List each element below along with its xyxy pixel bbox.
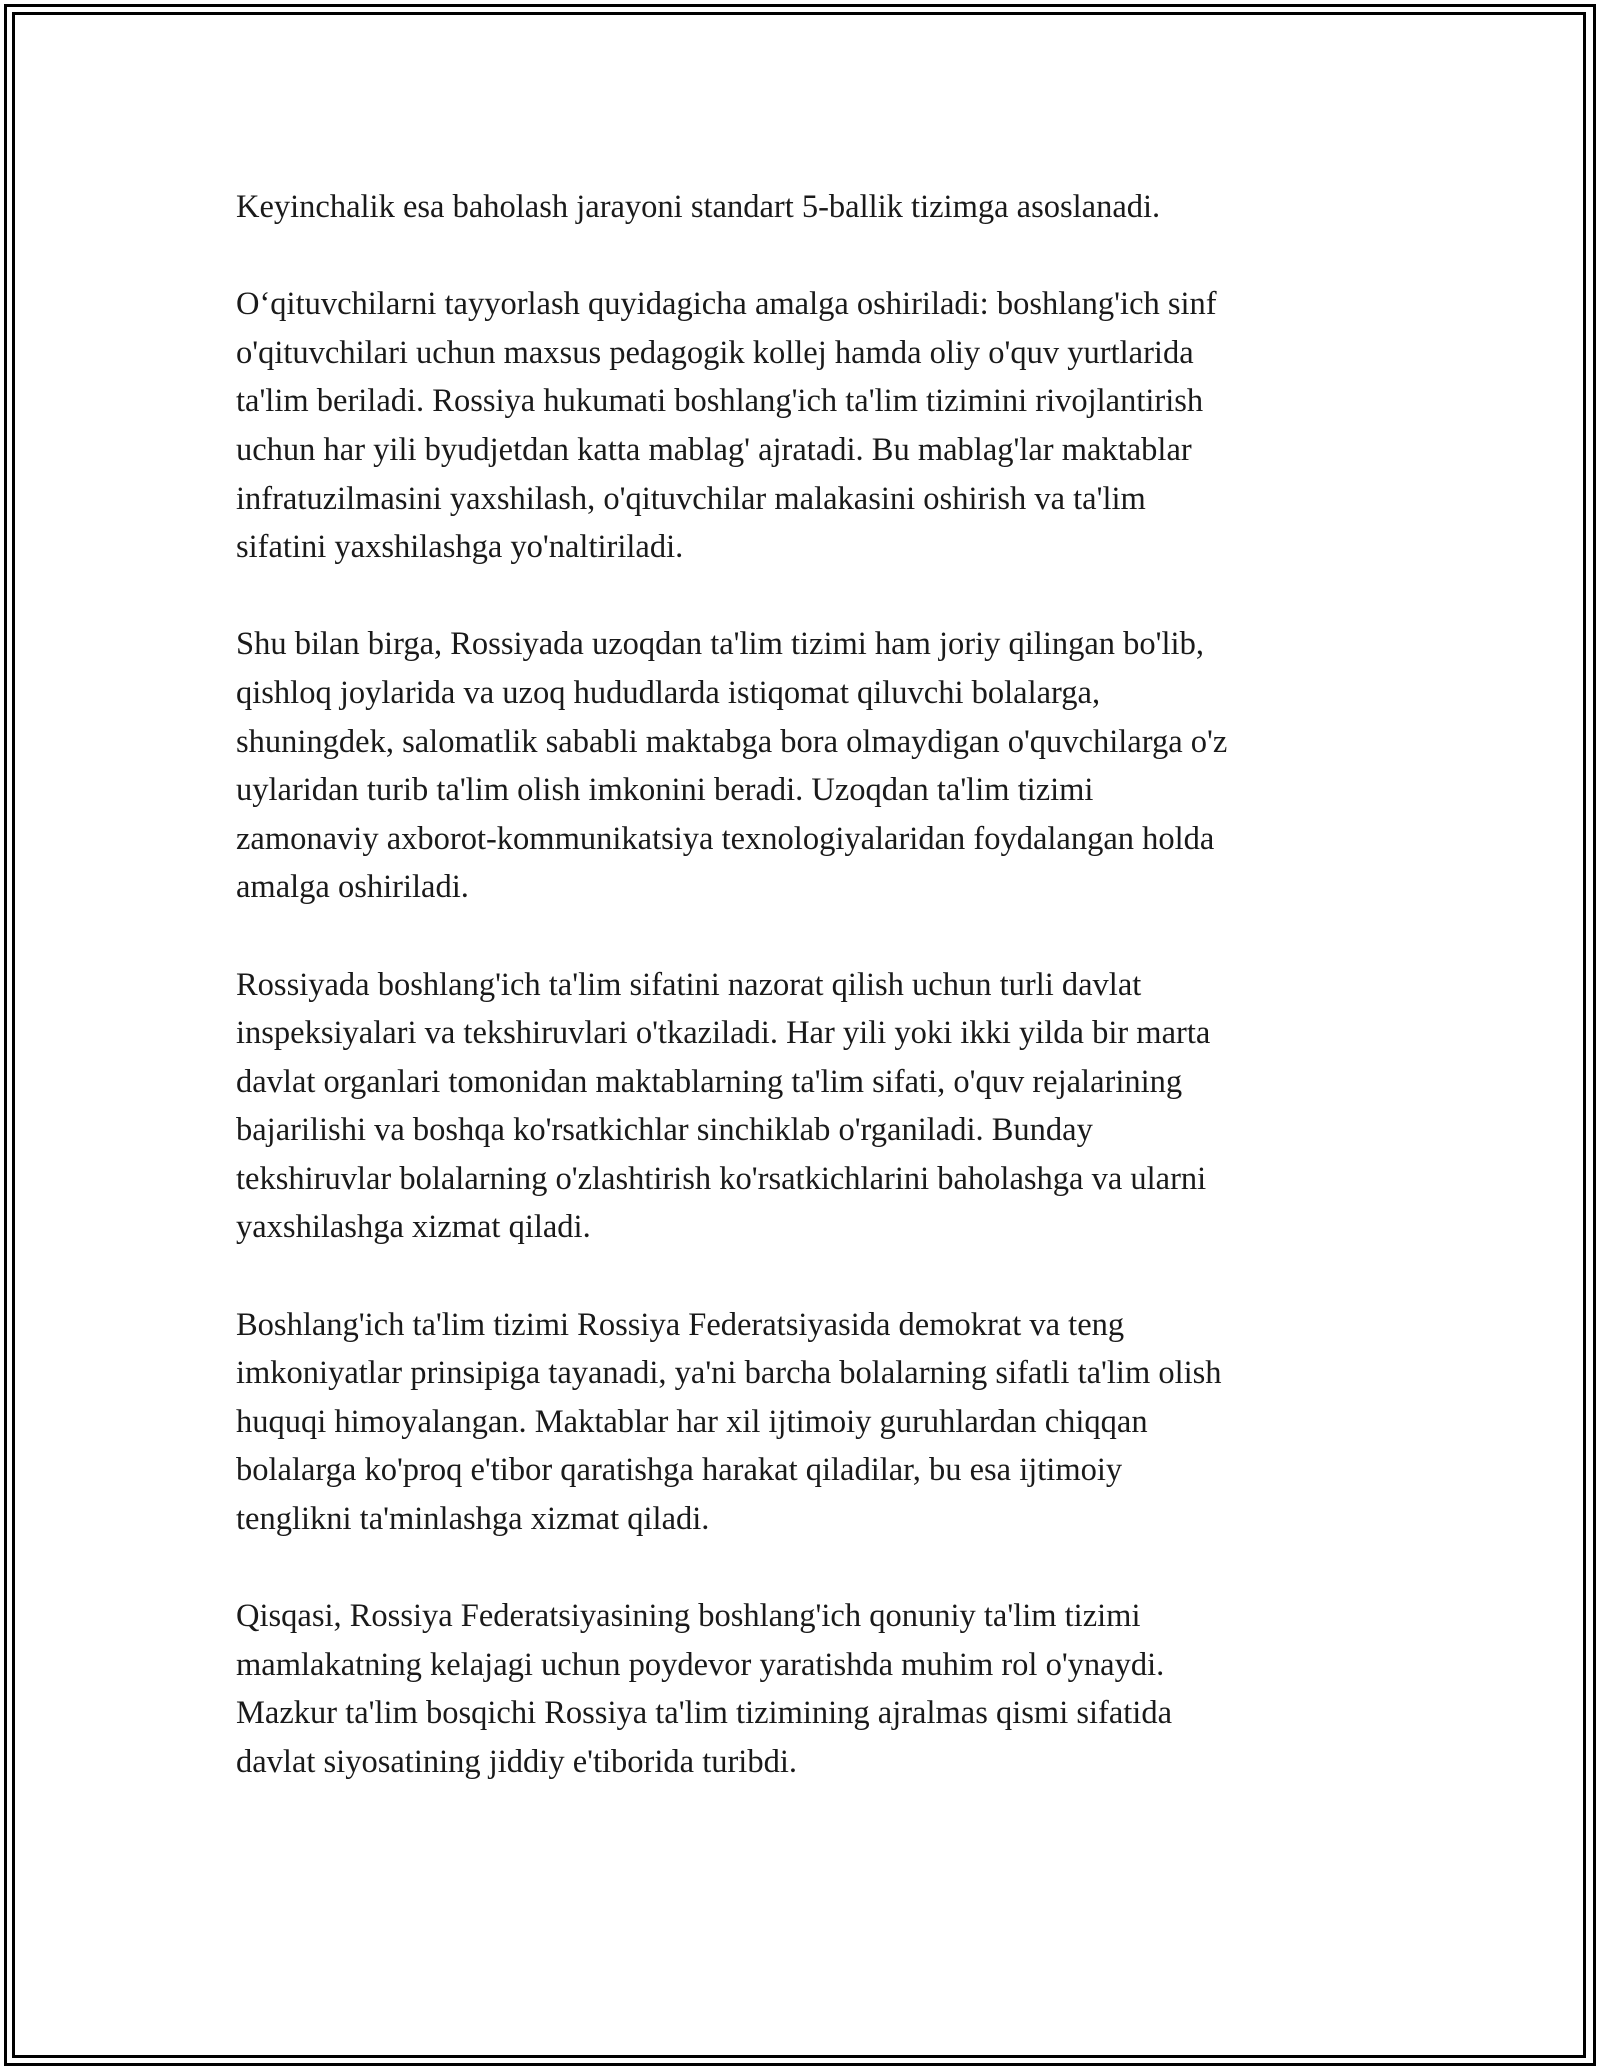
- paragraph-grading: Keyinchalik esa baholash jarayoni standart 5-ballik tizimga asoslanadi.: [236, 189, 1161, 225]
- document-body: [236, 183, 1356, 1835]
- paragraph-equal-opportunities: Boshlang'ich ta'lim tizimi Rossiya Federatsiyasida demokrat va teng imkoniyatlar prinsipiga tayanadi, ya'ni barcha bolalarning sifatli ta'lim olish huquqi himoyalangan. Maktablar har xil ijtimoiy guruhlardan chiqqan bolalarga ko'proq e'tibor qaratishga harakat qiladilar, bu esa ijtimoiy tenglikni ta'minlashga xizmat qiladi.: [236, 1306, 1222, 1538]
- paragraph-conclusion: Qisqasi, Rossiya Federatsiyasining boshlang'ich qonuniy ta'lim tizimi mamlakatning kelajagi uchun poydevor yaratishda muhim rol o'ynaydi. Mazkur ta'lim bosqichi Rossiya ta'lim tizimining ajralmas qismi sifatida davlat siyosatining jiddiy e'tiborida turibdi.: [236, 1598, 1173, 1780]
- paragraph-distance-learning: Shu bilan birga, Rossiyada uzoqdan ta'lim tizimi ham joriy qilingan bo'lib, qishloq joylarida va uzoq hududlarda istiqomat qiluvchi bolalarga, shuningdek, salomatlik sababli maktabga bora olmaydigan o'quvchilarga o'z uylaridan turib ta'lim olish imkonini beradi. Uzoqdan ta'lim tizimi zamonaviy axborot-kommunikatsiya texnologiyalaridan foydalangan holda amalga oshiriladi.: [236, 626, 1228, 906]
- paragraph-teacher-training: O‘qituvchilarni tayyorlash quyidagicha amalga oshiriladi: boshlang'ich sinf o'qituvchilari uchun maxsus pedagogik kollej hamda oliy o'quv yurtlarida ta'lim beriladi. Rossiya hukumati boshlang'ich ta'lim tizimini rivojlantirish uchun har yili byudjetdan katta mablag' ajratadi. Bu mablag'lar maktablar infratuzilmasini yaxshilash, o'qituvchilar malakasini oshirish va ta'lim sifatini yaxshilashga yo'naltiriladi.: [236, 286, 1217, 566]
- paragraph-quality-control: Rossiyada boshlang'ich ta'lim sifatini nazorat qilish uchun turli davlat inspeksiyalari va tekshiruvlari o'tkaziladi. Har yili yoki ikki yilda bir marta davlat organlari tomonidan maktablarning ta'lim sifati, o'quv rejalarining bajarilishi va boshqa ko'rsatkichlar sinchiklab o'rganiladi. Bunday tekshiruvlar bolalarning o'zlashtirish ko'rsatkichlarini baholashga va ularni yaxshilashga xizmat qiladi.: [236, 966, 1211, 1246]
